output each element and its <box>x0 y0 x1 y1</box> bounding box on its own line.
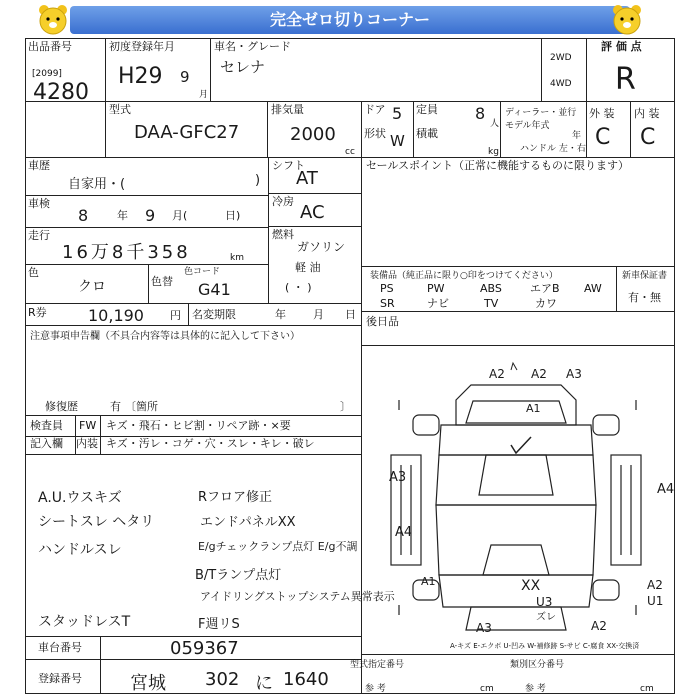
dmg-13: U1 <box>647 594 664 608</box>
dmg-3: A3 <box>566 367 582 381</box>
dmg-4: A1 <box>526 402 541 415</box>
reg-num: 302 <box>205 669 240 690</box>
history-value: 自家用・( <box>68 177 126 192</box>
grade-label: 評 価 点 <box>601 40 642 53</box>
exterior-label: 外 装 <box>589 107 615 120</box>
remark-2: シートスレ ヘタリ <box>38 514 155 530</box>
type-value: DAA-GFC27 <box>134 122 240 143</box>
recycle-unit: 円 <box>170 309 181 322</box>
inspection-month: 9 <box>145 206 156 225</box>
equip-pw: PW <box>427 282 445 295</box>
remark-3: ハンドルスレ <box>38 542 122 558</box>
shape-value: W <box>390 132 405 150</box>
doors-label: ドア <box>364 103 386 116</box>
doors-value: 5 <box>392 104 403 123</box>
equip-airbag: エアB <box>530 282 560 295</box>
capacity-unit: 人 <box>490 119 500 129</box>
fuel-paren: ( ・ ) <box>285 281 312 294</box>
inspector-row2: キズ・汚レ・コゲ・穴・スレ・キレ・破レ <box>106 437 315 450</box>
inspector-label-2: 記入欄 <box>30 437 63 450</box>
dmg-10: U3 <box>536 595 553 609</box>
remark-r5: アイドリングストップシステム異常表示 <box>200 590 395 603</box>
displacement-value: 2000 <box>290 124 336 145</box>
handle-label: ハンドル 左・右 <box>520 144 586 154</box>
first-reg-year: H29 <box>118 64 163 89</box>
inspection-year: 8 <box>78 206 89 225</box>
bear-mascot-icon-right <box>610 4 644 36</box>
bottom-l4: 参 考 <box>525 684 546 694</box>
inspection-month-unit: 月( <box>172 209 188 222</box>
dmg-2: A2 <box>531 367 547 381</box>
inspector-label: 検査員 <box>30 419 63 432</box>
car-outline-icon <box>361 345 675 655</box>
reg-pref: 宮城 <box>130 673 166 694</box>
fuel-diesel: 軽 油 <box>295 261 321 274</box>
equip-tv: TV <box>484 297 499 310</box>
load-label: 積載 <box>416 127 438 140</box>
dmg-5: A3 <box>389 470 407 485</box>
inspector-fw: FW <box>79 419 97 432</box>
shift-label: シフト <box>272 159 305 172</box>
load-unit: kg <box>488 147 499 157</box>
ac-label: 冷房 <box>272 195 294 208</box>
model-year-unit: 年 <box>572 131 582 141</box>
interior-value: C <box>640 125 656 150</box>
first-reg-month-unit: 月 <box>199 90 209 100</box>
bottom-l1: 型式指定番号 <box>350 660 405 670</box>
reg-serial: 1640 <box>283 669 329 690</box>
fuel-gas: ガソリン <box>297 240 346 254</box>
model-name: セレナ <box>220 58 266 76</box>
repair-location-close: 〕 <box>340 400 351 413</box>
color-label: 色 <box>28 266 39 279</box>
equip-aw: AW <box>584 282 602 295</box>
recycle-label: R券 <box>28 306 47 319</box>
remark-r3: E/gチェックランプ点灯 E/g不調 <box>198 540 358 553</box>
repair-location: 〔箇所 <box>125 400 158 413</box>
first-reg-month: 9 <box>180 68 190 86</box>
equip-leather: カワ <box>535 297 557 310</box>
chassis-label: 車台番号 <box>38 641 82 654</box>
remark-r1: Rフロア修正 <box>198 490 273 505</box>
bottom-cm1: cm <box>480 684 494 694</box>
dmg-9: XX <box>521 578 541 594</box>
grade-value: R <box>615 62 636 97</box>
expiry-month-unit: 月 <box>313 308 324 321</box>
mileage-value: 16万8千358 <box>62 242 191 263</box>
dealer-label: ディーラー・並行 <box>505 108 577 118</box>
bottom-l2: 参 考 <box>365 684 386 694</box>
header-title: 完全ゼロ切りコーナー <box>70 6 630 34</box>
dmg-12: A2 <box>647 578 663 592</box>
model-year-label: モデル年式 <box>505 121 550 131</box>
car-diagram <box>361 345 675 655</box>
exterior-value: C <box>595 125 611 150</box>
shift-value: AT <box>296 168 318 189</box>
equip-abs: ABS <box>480 282 502 295</box>
displacement-label: 排気量 <box>271 103 304 116</box>
inspection-label: 車検 <box>28 197 50 210</box>
shape-label: 形状 <box>364 127 386 140</box>
drive-2wd: 2WD <box>550 53 572 63</box>
dmg-8: A1 <box>421 575 436 588</box>
inspector-interior: 内装 <box>76 437 98 450</box>
new-warranty-value: 有・無 <box>628 291 661 304</box>
dmg-14: A3 <box>476 621 492 635</box>
header <box>10 4 690 34</box>
inspection-day: 日) <box>225 209 241 222</box>
inspector-row1: キズ・飛石・ヒビ割・リペア跡・×要 <box>106 419 291 432</box>
dmg-15: A2 <box>591 619 607 633</box>
reg-kana: に <box>255 673 273 694</box>
recycle-value: 10,190 <box>88 306 144 325</box>
color-value: クロ <box>78 279 106 295</box>
chassis-value: 059367 <box>170 638 239 659</box>
repair-value: 有 <box>110 400 121 413</box>
drive-4wd: 4WD <box>550 79 572 89</box>
type-label: 型式 <box>109 103 131 116</box>
expiry-day-unit: 日 <box>345 308 356 321</box>
expiry-label: 名変期限 <box>192 308 236 321</box>
history-close: ) <box>255 173 261 188</box>
reg-label: 登録番号 <box>38 672 82 685</box>
lot-number: 4280 <box>33 80 89 105</box>
notes-label: 注意事項申告欄（不具合内容等は具体的に記入して下さい） <box>30 331 300 342</box>
sales-label: セールスポイント（正常に機能するものに限ります） <box>366 159 630 172</box>
remark-1: A.U.ウスキズ <box>38 490 122 506</box>
remark-r6: F週リS <box>198 617 240 632</box>
remark-r2: エンドパネルXX <box>200 515 296 530</box>
displacement-unit: cc <box>345 147 355 157</box>
equip-navi: ナビ <box>427 297 449 310</box>
equip-ps: PS <box>380 282 394 295</box>
equip-sr: SR <box>380 297 395 310</box>
expiry-year-unit: 年 <box>275 308 286 321</box>
bottom-cm2: cm <box>640 684 654 694</box>
legend: A-キズ E-エクボ U-凹み W-補修跡 S-サビ C-腐食 XX-交換済 <box>450 642 640 650</box>
dmg-6: A4 <box>657 482 675 497</box>
equipment-label: 装備品（純正品に限り○印をつけてください） <box>370 271 558 281</box>
color-change-label: 色替 <box>151 275 173 288</box>
model-label: 車名・グレード <box>214 40 291 53</box>
remark-r4: B/Tランプ点灯 <box>195 568 282 583</box>
dmg-1: A2 <box>489 367 505 381</box>
rear-seat-label: 後日品 <box>366 315 399 328</box>
repair-label: 修復歴 <box>45 400 78 413</box>
new-warranty-label: 新車保証書 <box>622 271 668 281</box>
inspection-year-unit: 年 <box>117 209 128 222</box>
lot-code: [2099] <box>32 69 62 79</box>
mileage-unit: km <box>230 253 244 263</box>
bottom-l3: 類別区分番号 <box>510 660 565 670</box>
color-code-value: G41 <box>198 280 231 299</box>
remark-4: スタッドレスT <box>38 614 131 630</box>
history-label: 車歴 <box>28 159 50 172</box>
ac-value: AC <box>300 202 325 223</box>
interior-label: 内 装 <box>634 107 660 120</box>
dmg-11: ズレ <box>536 612 556 623</box>
fuel-label: 燃料 <box>272 228 294 241</box>
color-code-label: 色コード <box>184 267 221 277</box>
dmg-7: A4 <box>395 525 413 540</box>
mileage-label: 走行 <box>28 229 50 242</box>
capacity-value: 8 <box>475 104 486 123</box>
lot-label: 出品番号 <box>28 40 72 53</box>
capacity-label: 定員 <box>416 103 438 116</box>
first-reg-label: 初度登録年月 <box>109 40 175 53</box>
bear-mascot-icon <box>36 4 70 36</box>
